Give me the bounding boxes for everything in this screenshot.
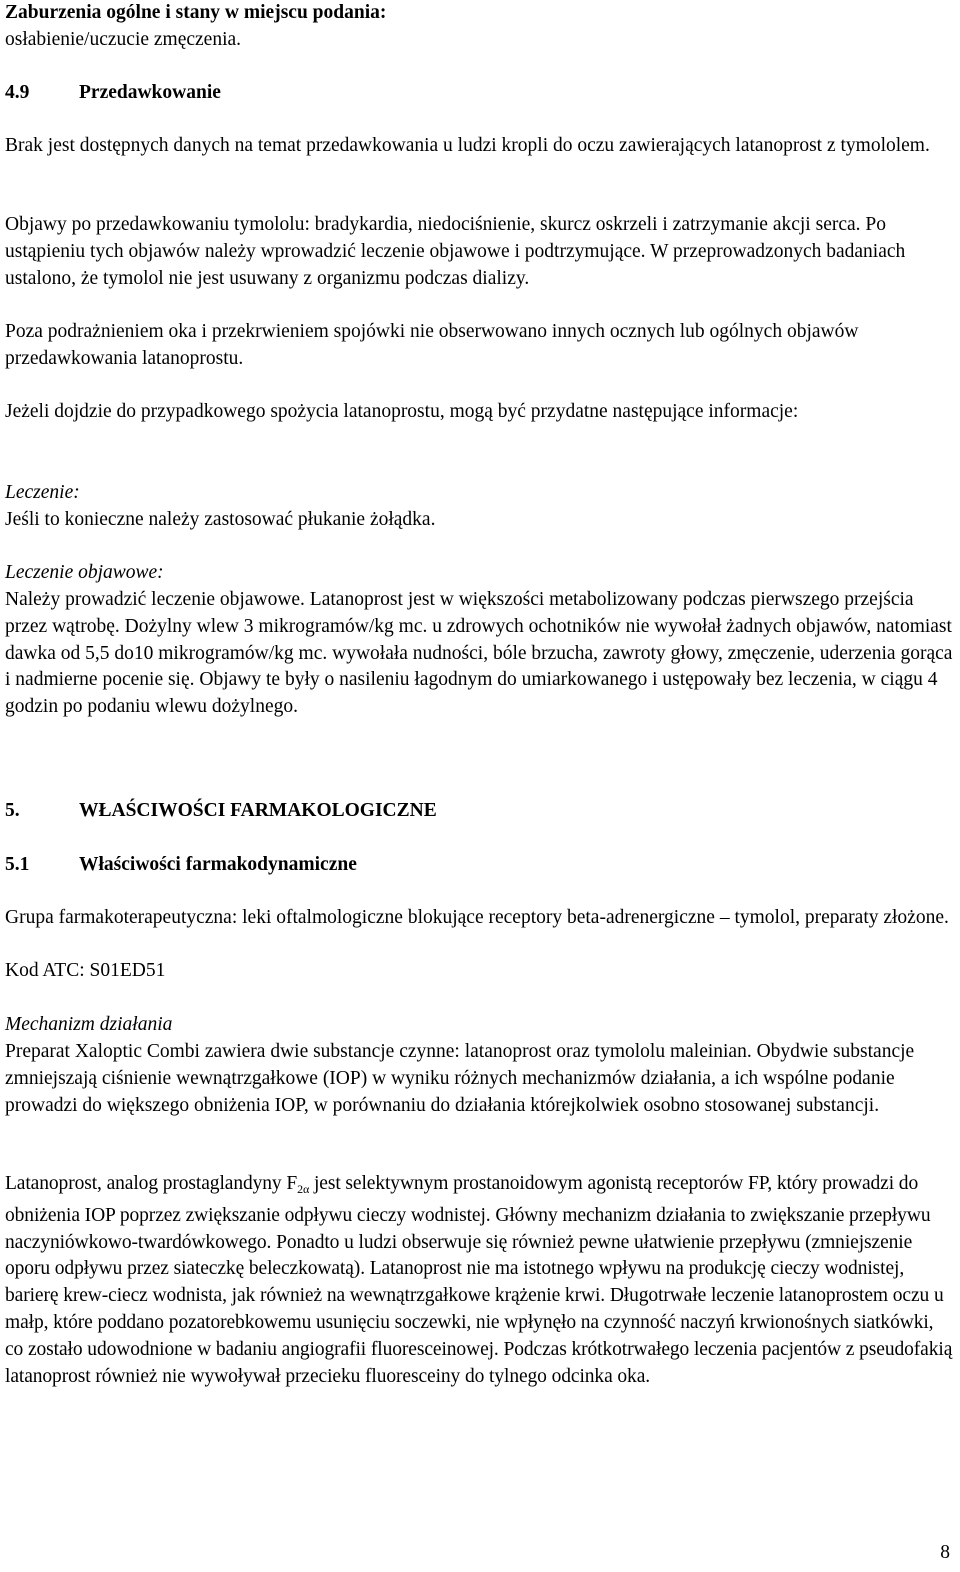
section-number: 5.1 xyxy=(5,854,30,875)
adverse-events-line: osłabienie/uczucie zmęczenia. xyxy=(5,29,242,50)
section-heading-4-9 xyxy=(5,80,953,107)
symptomatic-treatment-text: Należy prowadzić leczenie objawowe. Latanoprost jest w większości metabolizowany podczas pierwszego przejścia przez wątrobę. Dożylny wlew 3 mikrogramów/kg mc. u zdrowych ochotników nie wywołał żadnych objawów, natomiast dawka od 5,5 do10 mikrogramów/kg mc. wywołała nudności, bóle brzucha, zawroty głowy, zmęczenie, uderzenia gorąca i nadmierne pocenie się. Objawy te były o nasileniu łagodnym do umiarkowanego i ustępowały bez leczenia, w ciągu 4 godzin po podaniu wlewu dożylnego. xyxy=(5,589,953,718)
mechanism-paragraph-1: Preparat Xaloptic Combi zawiera dwie substancje czynne: latanoprost oraz tymololu maleinian. Obydwie substancje zmniejszają ciśnienie wewnątrzgałkowe (IOP) w wyniku różnych mechanizmów działania, a ich wspólne podanie prowadzi do większego obniżenia IOP, w porównaniu do działania którejkolwiek osobno stosowanej substancji. xyxy=(5,1041,915,1116)
overdose-paragraph-3: Poza podrażnieniem oka i przekrwieniem spojówki nie obserwowano innych ocznych lub ogólnych objawów przedawkowania latanoprostu. xyxy=(5,321,859,369)
subscript-2alpha: 2α xyxy=(297,1182,310,1196)
treatment-text: Jeśli to konieczne należy zastosować płukanie żołądka. xyxy=(5,509,436,530)
mechanism-paragraph-2-rest: jest selektywnym prostanoidowym agonistą receptorów FP, który prowadzi do obniżenia IOP poprzez zwiększanie odpływu cieczy wodnistej. Główny mechanizm działania to zwiększanie przepływu naczyniówkowo-twardówkowego. Ponadto u ludzi obserwuje się również pewne ułatwienie przepływu (zmniejszenie oporu odpływu przez siateczkę beleczkowatą). Latanoprost nie ma istotnego wpływu na produkcję cieczy wodnistej, barierę krew-ciecz wodnista, jak również na wewnątrzgałkowe krążenie krwi. Długotrwałe leczenie latanoprostem oczu u małp, które poddano pozatorebkowemu usunięciu soczewki, nie wpłynęło na czynność naczyń krwionośnych siatkówki, co zostało udowodnione w badaniu angiografii fluoresceinowej. Podczas krótkotrwałego leczenia pacjentów z pseudofakią latanoprost również nie wywoływał przecieku fluoresceiny do tylnego odcinka oka. xyxy=(5,1173,953,1387)
overdose-paragraph-4: Jeżeli dojdzie do przypadkowego spożycia latanoprostu, mogą być przydatne następujące informacje: xyxy=(5,401,799,422)
pharmacotherapeutic-group: Grupa farmakoterapeutyczna: leki oftalmologiczne blokujące receptory beta-adrenergiczne – tymolol, preparaty złożone. xyxy=(5,907,949,928)
mechanism-paragraph-2 xyxy=(5,1171,953,1390)
section-heading-5-1 xyxy=(5,852,953,879)
section-number: 5. xyxy=(5,800,20,821)
atc-code: Kod ATC: S01ED51 xyxy=(5,960,166,981)
treatment-label: Leczenie: xyxy=(5,482,80,503)
overdose-paragraph-2: Objawy po przedawkowaniu tymololu: bradykardia, niedociśnienie, skurcz oskrzeli i zatrzymanie akcji serca. Po ustąpieniu tych objawów należy wprowadzić leczenie objawowe i podtrzymujące. W przeprowadzonych badaniach ustalono, że tymolol nie jest usuwany z organizmu podczas dializy. xyxy=(5,214,906,289)
section-title: WŁAŚCIWOŚCI FARMAKOLOGICZNE xyxy=(79,800,437,821)
mechanism-paragraph-2-start: Latanoprost, analog prostaglandyny F xyxy=(5,1173,298,1194)
mechanism-label: Mechanizm działania xyxy=(5,1014,173,1035)
symptomatic-treatment-label: Leczenie objawowe: xyxy=(5,562,164,583)
section-title: Przedawkowanie xyxy=(79,82,221,103)
page-number: 8 xyxy=(940,1542,950,1563)
section-number: 4.9 xyxy=(5,82,30,103)
section-title: Właściwości farmakodynamiczne xyxy=(79,854,357,875)
section-heading-5 xyxy=(5,798,953,825)
adverse-events-heading: Zaburzenia ogólne i stany w miejscu podania: xyxy=(5,2,387,23)
overdose-paragraph-1: Brak jest dostępnych danych na temat przedawkowania u ludzi kropli do oczu zawierających latanoprost z tymololem. xyxy=(5,135,930,156)
